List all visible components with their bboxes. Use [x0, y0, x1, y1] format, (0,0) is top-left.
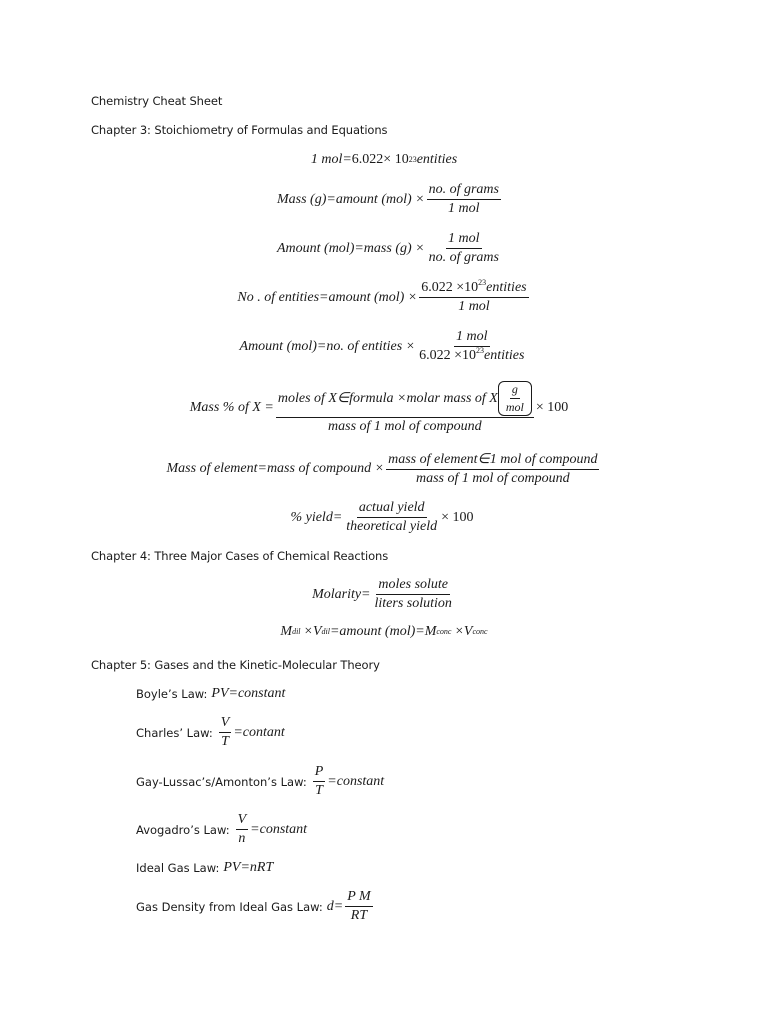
law-boyle-name: Boyle’s Law: — [136, 687, 208, 701]
eq10-times-v2: ×V — [454, 624, 473, 639]
eq8-tail: × 100 — [441, 509, 474, 525]
law-charles — [136, 715, 285, 750]
eq4-num-a: 6.022 ×10 — [421, 280, 479, 295]
law-charles-rhs: =contant — [233, 724, 285, 740]
eq5-den-a: 6.022 ×10 — [419, 348, 477, 363]
eq4-den: 1 mol — [458, 299, 490, 314]
law-avogadro-fraction — [236, 812, 249, 847]
law-ideal-gas-expr: PV=nRT — [223, 860, 274, 875]
law-charles-fraction — [219, 715, 232, 750]
eq5-den-b: entities — [484, 348, 525, 363]
law-charles-den: T — [221, 734, 229, 749]
law-ideal-gas-name: Ideal Gas Law: — [136, 861, 220, 875]
eq10-m: M — [280, 624, 293, 639]
law-boyle — [136, 686, 285, 702]
equation-dilution: M dil ×V dil =amount (mol)=M conc ×V conc — [280, 624, 488, 639]
law-gas-density-fraction — [345, 889, 372, 924]
law-boyle-expr: PV=constant — [211, 686, 286, 701]
eq2-num: no. of grams — [427, 182, 501, 200]
equation-molarity — [0, 577, 768, 612]
law-gay-lussac-num: P — [313, 764, 326, 782]
eq7-den: mass of 1 mol of compound — [415, 471, 570, 486]
eq9-fraction — [373, 577, 454, 612]
equation-amount-entities — [0, 329, 768, 364]
law-gas-density-den: RT — [350, 908, 368, 923]
eq3-den: no. of grams — [428, 250, 499, 265]
eq5-num: 1 mol — [454, 329, 490, 347]
eq8-lhs: % yield= — [290, 509, 343, 525]
law-gay-lussac-den: T — [315, 783, 323, 798]
eq5-den-exp: 23 — [476, 346, 485, 355]
equation-mass-element — [0, 451, 768, 487]
eq3-num: 1 mol — [446, 231, 482, 249]
eq3-fraction — [427, 231, 501, 266]
eq4-lhs: No . of entities=amount (mol) × — [237, 289, 418, 305]
eq2-den: 1 mol — [448, 201, 480, 216]
eq7-lhs: Mass of element=mass of compound × — [166, 461, 385, 476]
law-avogadro-den: n — [238, 831, 246, 846]
law-gas-density-name: Gas Density from Ideal Gas Law: — [136, 899, 323, 914]
eq1-tail: entities — [416, 152, 458, 167]
law-gay-lussac — [136, 764, 384, 799]
eq10-times-v: ×V — [303, 624, 322, 639]
eq6-inner-den: mol — [505, 400, 524, 414]
eq6-lhs: Mass % of X = — [189, 400, 274, 415]
eq8-num: actual yield — [357, 500, 427, 518]
eq5-fraction — [417, 329, 526, 364]
law-gay-lussac-fraction — [313, 764, 326, 799]
law-avogadro — [136, 812, 307, 847]
law-ideal-gas — [136, 860, 273, 876]
eq10-mid: =amount (mol)=M — [329, 624, 437, 639]
eq9-lhs: Molarity= — [312, 586, 371, 602]
eq6-fraction — [276, 381, 534, 435]
equation-mass-percent — [0, 381, 763, 435]
chapter-4-heading: Chapter 4: Three Major Cases of Chemical Reactions — [91, 549, 389, 563]
law-gay-lussac-name: Gay-Lussac’s/Amonton’s Law: — [136, 774, 307, 789]
eq2-lhs: Mass (g)=amount (mol) × — [276, 191, 425, 207]
eq9-den: liters solution — [374, 596, 452, 611]
eq1-rhs: 6.022× 10 — [351, 152, 409, 167]
eq3-lhs: Amount (mol)=mass (g) × — [276, 240, 425, 256]
equation-mass — [6, 182, 768, 217]
eq4-num-b: entities — [486, 280, 527, 295]
chapter-5-heading: Chapter 5: Gases and the Kinetic-Molecular Theory — [91, 658, 380, 672]
law-gay-lussac-rhs: =constant — [327, 773, 385, 789]
eq7-num: mass of element∈1 mol of compound — [386, 451, 599, 470]
law-gas-density-num: P M — [345, 889, 372, 907]
chapter-3-heading: Chapter 3: Stoichiometry of Formulas and Equations — [91, 123, 388, 137]
eq6-paren — [498, 381, 532, 416]
equation-percent-yield — [0, 500, 766, 535]
equation-mol-entities: 1 mol = 6.022× 10 23 entities — [310, 152, 458, 167]
eq4-fraction — [419, 280, 528, 315]
eq9-num: moles solute — [376, 577, 450, 595]
eq6-num-a: moles of X∈formula ×molar mass of X — [277, 391, 498, 406]
eq8-fraction — [344, 500, 439, 535]
law-avogadro-name: Avogadro’s Law: — [136, 822, 230, 837]
eq6-inner-num: g — [510, 382, 520, 399]
eq6-tail: × 100 — [535, 400, 569, 415]
equation-entities — [0, 280, 768, 315]
law-gas-density — [136, 889, 375, 924]
law-avogadro-rhs: =constant — [250, 821, 308, 837]
law-gas-density-lhs: d= — [326, 898, 344, 914]
eq2-fraction — [427, 182, 501, 217]
equation-amount — [6, 231, 768, 266]
eq1-lhs: 1 mol — [310, 152, 343, 167]
law-charles-name: Charles’ Law: — [136, 725, 213, 740]
eq8-den: theoretical yield — [346, 519, 438, 534]
eq7-fraction — [386, 451, 599, 487]
eq4-num-exp: 23 — [478, 278, 487, 287]
eq5-lhs: Amount (mol)=no. of entities × — [239, 338, 416, 354]
eq6-den: mass of 1 mol of compound — [328, 419, 482, 434]
law-charles-num: V — [219, 715, 232, 733]
law-avogadro-num: V — [236, 812, 249, 830]
doc-title: Chemistry Cheat Sheet — [91, 94, 223, 108]
